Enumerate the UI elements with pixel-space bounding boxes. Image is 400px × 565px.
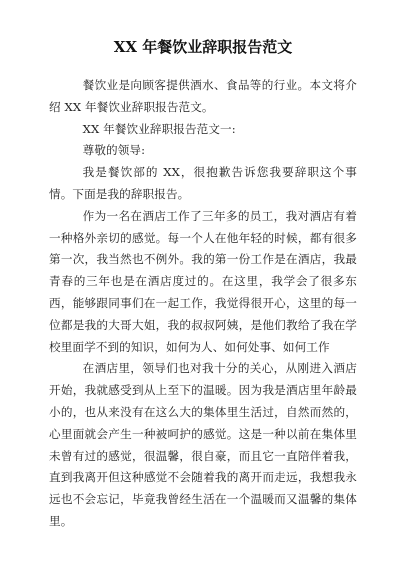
document-title: XX 年餐饮业辞职报告范文 bbox=[113, 38, 293, 56]
body-paragraph: 作为一名在酒店工作了三年多的员工，我对酒店有着一种格外亲切的感觉。每一个人在他年轻的时候，都有很多第一次，我当然也不例外。我的第一份工作是在酒店，我最青春的三年也是在酒店度过的。在这里，我学会了很多东西，能够跟同事们在一起工作，我觉得很开心，这里的每一位都是我的大哥大姐，我的叔叔阿姨，是他们教给了我在学校里面学不到的知识，如何为人、如何处事、如何工作 bbox=[49, 208, 357, 354]
intro-paragraph: 餐饮业是向顾客提供酒水、食品等的行业。本文将介绍 XX 年餐饮业辞职报告范文。 bbox=[49, 78, 357, 114]
section-heading: XX 年餐饮业辞职报告范文一: bbox=[82, 121, 236, 136]
salutation: 尊敬的领导: bbox=[82, 143, 146, 158]
body-paragraph: 在酒店里，领导们也对我十分的关心，从刚进入酒店开始，我就感受到从上至下的温暖。因为我是酒店里年龄最小的，也从来没有在这么大的集体里生活过，自然而然的，心里面就会产生一种被呵护的感觉。这是一种以前在集体里未曾有过的感觉，很温馨，很自豪，而且它一直陪伴着我，直到我离开但这种感觉不会随着我的离开而走远，我想我永远也不会忘记，毕竟我曾经生活在一个温暖而又温馨的集体里。 bbox=[49, 361, 357, 528]
body-paragraph: 我是餐饮部的 XX，很抱歉告诉您我要辞职这个事情。下面是我的辞职报告。 bbox=[49, 165, 357, 201]
